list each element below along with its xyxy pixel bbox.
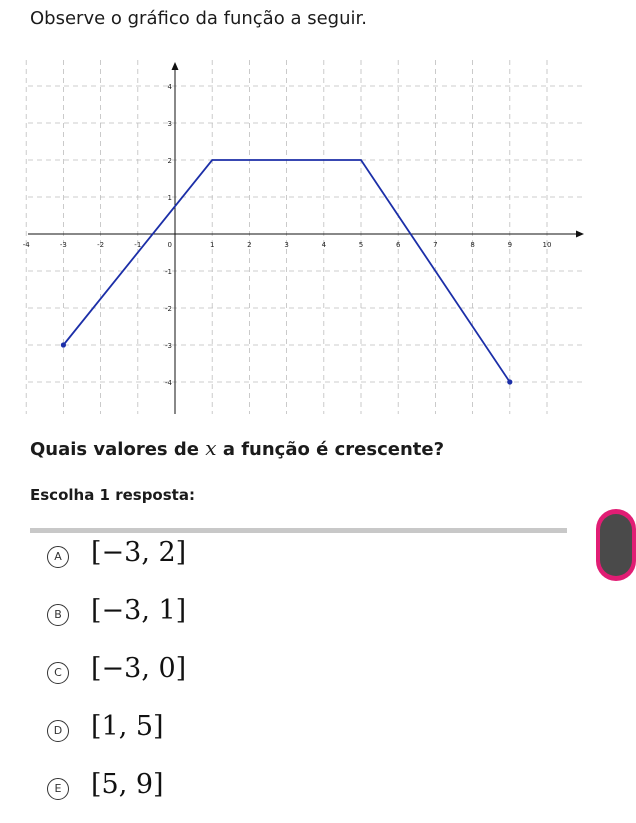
endpoint-left — [61, 342, 66, 347]
x-tick-label: 5 — [358, 241, 364, 249]
option-c[interactable] — [47, 651, 247, 707]
y-tick-label: -2 — [165, 305, 172, 313]
x-tick-label: 4 — [321, 241, 327, 249]
option-text-d: [1, 5] — [91, 711, 164, 742]
x-tick-label: 2 — [247, 241, 252, 249]
x-tick-label: 10 — [542, 241, 552, 249]
function-graph — [22, 58, 586, 414]
x-tick-label: 3 — [284, 241, 289, 249]
endpoint-right — [507, 379, 512, 384]
question-after: a função é crescente? — [216, 439, 445, 460]
option-letter-e: E — [47, 778, 69, 800]
x-tick-label: -1 — [134, 241, 142, 249]
question-before: Quais valores de — [30, 439, 206, 460]
y-tick-label: 2 — [167, 157, 172, 165]
y-tick-label: -3 — [165, 342, 172, 350]
y-tick-label: -1 — [165, 268, 172, 276]
intro-text: Observe o gráfico da função a seguir. — [30, 8, 367, 29]
option-letter-a: A — [47, 546, 69, 568]
progress-bar — [30, 528, 567, 533]
x-tick-label: 6 — [395, 241, 401, 249]
option-text-e: [5, 9] — [91, 769, 164, 800]
y-tick-label: 1 — [167, 194, 172, 202]
y-axis-arrow — [172, 62, 179, 70]
x-tick-label: 1 — [209, 241, 215, 249]
x-tick-label: 7 — [433, 241, 438, 249]
option-letter-b: B — [47, 604, 69, 626]
x-tick-label: 9 — [507, 241, 513, 249]
question-variable: x — [205, 436, 217, 460]
function-graph-svg — [22, 58, 586, 414]
option-b[interactable] — [47, 593, 247, 649]
option-letter-c: C — [47, 662, 69, 684]
y-tick-label: 3 — [167, 120, 172, 128]
x-tick-label: -2 — [97, 241, 105, 249]
option-text-b: [−3, 1] — [91, 595, 187, 626]
choose-label: Escolha 1 resposta: — [30, 486, 195, 504]
y-tick-label: 4 — [167, 83, 172, 91]
x-tick-label: 8 — [470, 241, 475, 249]
question-text — [30, 436, 444, 460]
x-tick-label: -3 — [59, 241, 67, 249]
y-tick-label: 0 — [167, 241, 172, 249]
x-axis-arrow — [576, 231, 584, 238]
y-tick-label: -4 — [165, 379, 172, 387]
x-tick-label: -4 — [22, 241, 30, 249]
option-e[interactable] — [47, 767, 247, 823]
option-text-c: [−3, 0] — [91, 653, 187, 684]
option-a[interactable] — [47, 535, 247, 591]
side-tab-inner — [600, 514, 632, 576]
option-letter-d: D — [47, 720, 69, 742]
option-text-a: [−3, 2] — [91, 537, 187, 568]
option-d[interactable] — [47, 709, 247, 765]
